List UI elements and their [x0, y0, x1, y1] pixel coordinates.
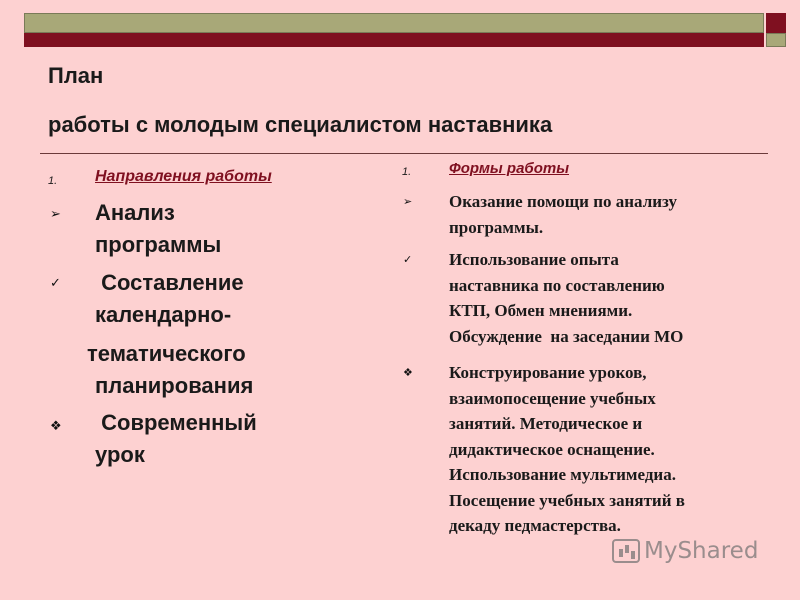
- right-item-1: [449, 189, 677, 240]
- left-heading: Направления работы: [95, 168, 272, 185]
- right-item-3-line: Использование мультимедиа.: [449, 465, 676, 484]
- arrow-bullet-icon: ➢: [50, 206, 61, 221]
- right-item-2-line: наставника по составлению: [449, 275, 665, 295]
- check-bullet-icon: ✓: [50, 275, 61, 290]
- left-number: 1.: [48, 175, 58, 187]
- right-item-3-line: дидактическое оснащение.: [449, 439, 655, 459]
- watermark: [612, 538, 758, 564]
- check-bullet-icon: ✓: [403, 254, 413, 266]
- left-item-1: [95, 197, 221, 261]
- diamond-bullet-icon: ❖: [50, 418, 62, 433]
- right-item-3-line: взаимопосещение учебных: [449, 388, 656, 408]
- right-item-1-line: программы.: [449, 217, 544, 237]
- left-item-3: [95, 407, 257, 471]
- right-item-3-line: Конструирование уроков,: [449, 363, 647, 382]
- header-bar-top: [24, 13, 764, 33]
- right-item-3-line: Посещение учебных занятий в: [449, 490, 685, 510]
- left-item-2-line: тематического: [87, 341, 246, 366]
- right-item-3: [449, 360, 685, 539]
- right-item-2-line: Использование опыта: [449, 250, 619, 269]
- right-number: 1.: [402, 166, 412, 178]
- left-item-2-line: планирования: [95, 373, 254, 398]
- header-bar-bottom: [24, 33, 764, 47]
- arrow-bullet-icon: ➢: [403, 196, 413, 208]
- header-square-top: [766, 13, 786, 33]
- right-item-2: [449, 247, 683, 349]
- left-item-2: [87, 267, 254, 402]
- slide-title-line1: План: [48, 63, 104, 88]
- watermark-text: MyShared: [644, 538, 759, 564]
- left-item-1-line: Анализ: [95, 200, 175, 225]
- slide-title-line2: работы с молодым специалистом наставника: [48, 112, 553, 137]
- left-item-3-line: Современный: [95, 410, 257, 435]
- left-item-2-line: календарно-: [95, 302, 232, 327]
- left-item-2-line: Составление: [95, 270, 244, 295]
- title-divider: [40, 153, 768, 154]
- right-item-3-line: занятий. Методическое и: [449, 414, 643, 433]
- right-heading: Формы работы: [449, 160, 570, 177]
- right-item-2-line: Обсуждение на заседании МО: [449, 326, 684, 346]
- diamond-bullet-icon: ❖: [403, 367, 413, 379]
- right-item-1-line: Оказание помощи по анализу: [449, 192, 677, 211]
- presentation-icon: [612, 539, 640, 563]
- left-item-1-line: программы: [95, 232, 222, 257]
- right-item-2-line: КТП, Обмен мнениями.: [449, 301, 633, 320]
- left-item-3-line: урок: [95, 442, 145, 467]
- header-square-bottom: [766, 33, 786, 47]
- right-item-3-line: декаду педмастерства.: [449, 516, 621, 535]
